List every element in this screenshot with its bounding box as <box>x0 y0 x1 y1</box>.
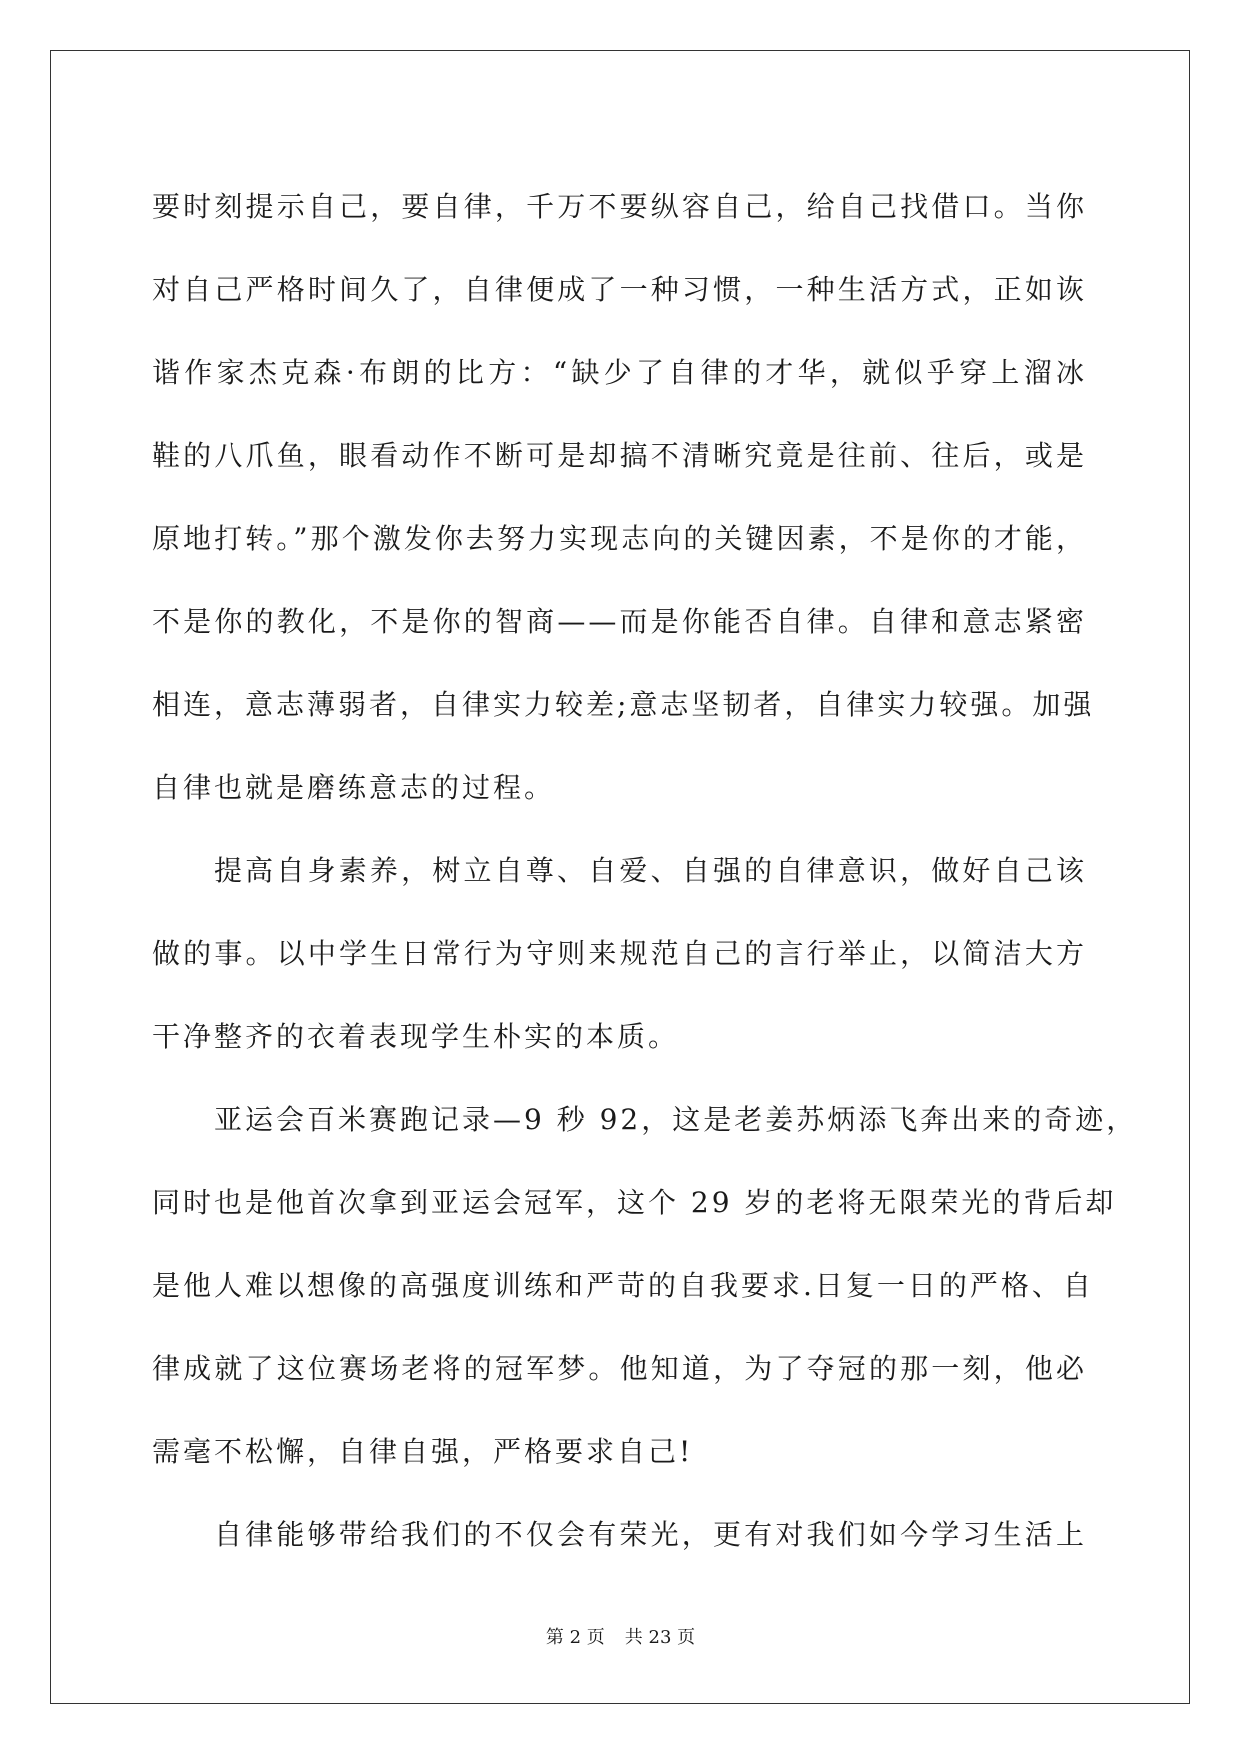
page-footer <box>0 1626 1241 1650</box>
body-line: 自律能够带给我们的不仅会有荣光，更有对我们如今学习生活上 <box>214 1518 1087 1551</box>
body-line: 谐作家杰克森·布朗的比方：“缺少了自律的才华，就似乎穿上溜冰 <box>152 356 1087 389</box>
body-line: 需毫不松懈，自律自强，严格要求自己! <box>152 1435 694 1468</box>
body-line: 不是你的教化，不是你的智商——而是你能否自律。自律和意志紧密 <box>152 605 1087 638</box>
body-line: 是他人难以想像的高强度训练和严苛的自我要求.日复一日的严格、自 <box>152 1269 1094 1302</box>
body-line: 做的事。以中学生日常行为守则来规范自己的言行举止，以简洁大方 <box>152 937 1087 970</box>
body-line: 律成就了这位赛场老将的冠军梦。他知道，为了夺冠的那一刻，他必 <box>152 1352 1087 1385</box>
body-line: 对自己严格时间久了，自律便成了一种习惯，一种生活方式，正如诙 <box>152 273 1087 306</box>
document-body <box>152 165 1138 1576</box>
body-line: 同时也是他首次拿到亚运会冠军，这个 29 岁的老将无限荣光的背后却 <box>152 1186 1117 1219</box>
body-line: 要时刻提示自己，要自律，千万不要纵容自己，给自己找借口。当你 <box>152 190 1087 223</box>
body-line: 原地打转。”那个激发你去努力实现志向的关键因素，不是你的才能， <box>152 522 1087 555</box>
body-line: 相连，意志薄弱者，自律实力较差;意志坚韧者，自律实力较强。加强 <box>152 688 1095 721</box>
total-pages: 共 23 页 <box>624 1627 696 1648</box>
current-page-number: 第 2 页 <box>545 1627 605 1648</box>
body-line: 鞋的八爪鱼，眼看动作不断可是却搞不清晰究竟是往前、往后，或是 <box>152 439 1087 472</box>
body-line: 干净整齐的衣着表现学生朴实的本质。 <box>152 1020 680 1053</box>
body-line: 自律也就是磨练意志的过程。 <box>152 771 556 804</box>
body-line: 亚运会百米赛跑记录—9 秒 92，这是老姜苏炳添飞奔出来的奇迹， <box>214 1103 1138 1136</box>
body-line: 提高自身素养，树立自尊、自爱、自强的自律意识，做好自己该 <box>214 854 1087 887</box>
